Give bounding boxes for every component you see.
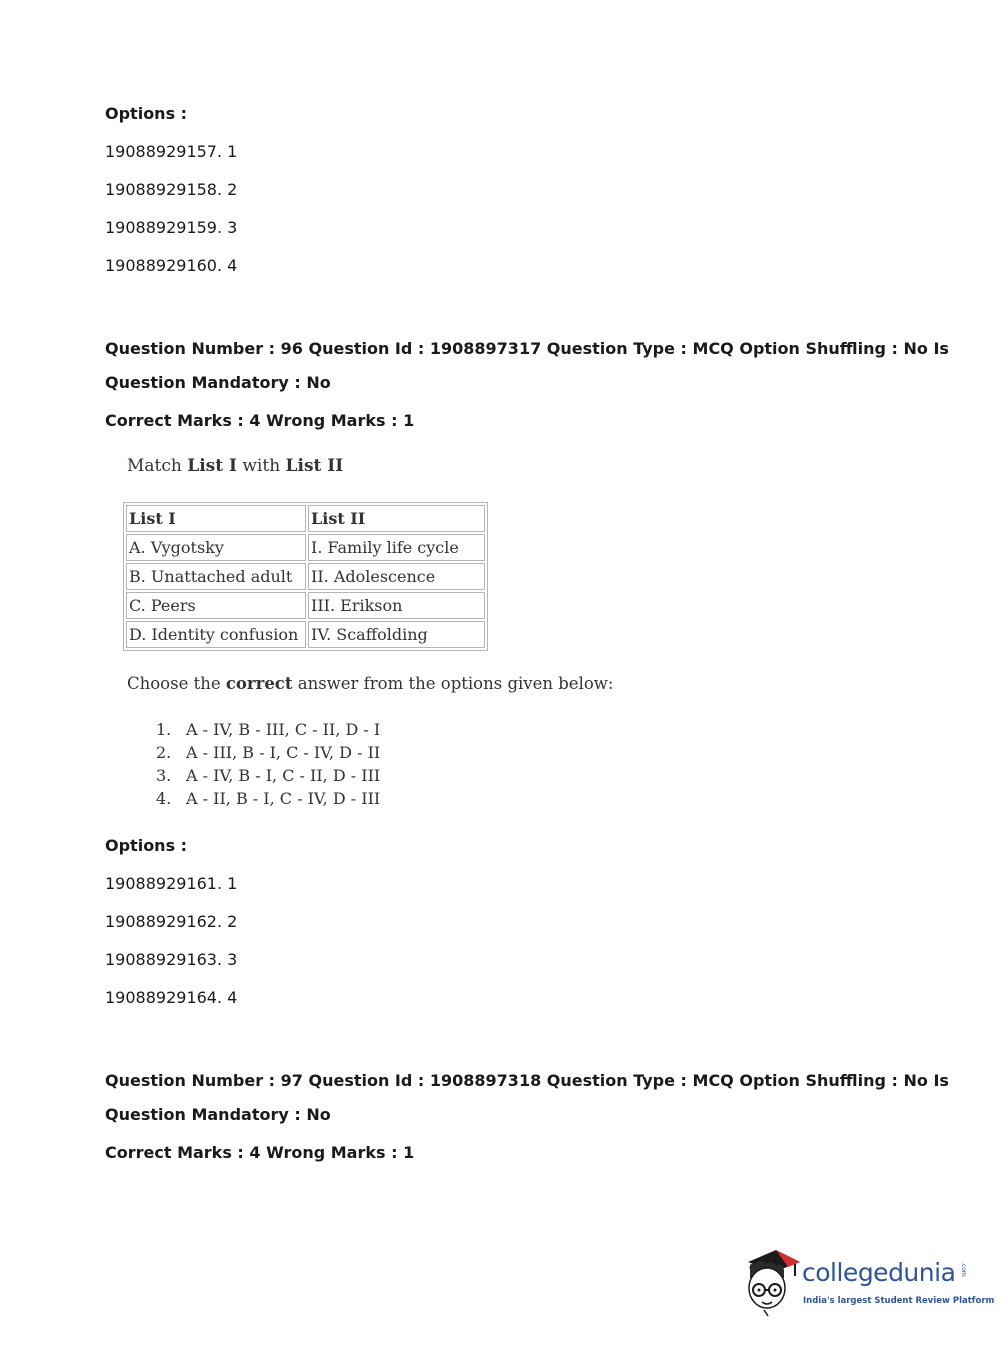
question-mandatory: Question Mandatory : No [105,1105,331,1124]
prompt-text: with [236,456,286,476]
prompt-list1: List I [187,456,237,476]
match-table [123,502,488,651]
question-marks: Correct Marks : 4 Wrong Marks : 1 [105,1143,415,1162]
prompt-text: Match [127,456,188,476]
table-row [126,534,485,561]
instruction-text: answer from the options given below: [292,674,614,693]
table-header [126,505,306,532]
option-item: 19088929164. 4 [105,988,238,1007]
option-item: 19088929159. 3 [105,218,238,237]
collegedunia-logo[interactable] [742,1248,995,1318]
question-prompt [127,456,343,476]
options-label: Options : [105,836,188,855]
table-cell: C. Peers [126,592,306,619]
prompt-list2: List II [285,456,344,476]
table-header-text: List I [129,509,176,528]
answer-text: A - IV, B - III, C - II, D - I [186,720,381,739]
table-row [126,592,485,619]
table-cell: D. Identity confusion [126,621,306,648]
question-mandatory: Question Mandatory : No [105,373,331,392]
answer-num: 1. [156,720,172,739]
table-cell: I. Family life cycle [308,534,485,561]
question-header: Question Number : 96 Question Id : 1908897317 Question Type : MCQ Option Shuffling : No Is [105,339,949,358]
table-header-row [126,505,485,532]
answer-num: 2. [156,743,172,762]
question-header: Question Number : 97 Question Id : 1908897318 Question Type : MCQ Option Shuffling : No Is [105,1071,949,1090]
table-cell: IV. Scaffolding [308,621,485,648]
logo-tagline: India's largest Student Review Platform [803,1296,995,1306]
answer-text: A - IV, B - I, C - II, D - III [186,766,381,785]
choose-instruction [127,674,613,693]
table-row [126,621,485,648]
answer-num: 3. [156,766,172,785]
option-item: 19088929163. 3 [105,950,238,969]
option-item: 19088929162. 2 [105,912,238,931]
option-item: 19088929161. 1 [105,874,238,893]
option-item: 19088929160. 4 [105,256,238,275]
option-item: 19088929158. 2 [105,180,238,199]
answer-text: A - II, B - I, C - IV, D - III [186,789,381,808]
answer-choice [156,720,380,739]
instruction-bold: correct [225,674,293,693]
answer-choice [156,766,380,785]
logo-com: .com [960,1262,967,1277]
instruction-text: Choose the [127,674,226,693]
answer-choice [156,743,380,762]
mascot-icon [742,1248,804,1318]
table-header [308,505,485,532]
option-item: 19088929157. 1 [105,142,238,161]
options-label: Options : [105,104,188,123]
table-row [126,563,485,590]
answer-num: 4. [156,789,172,808]
table-cell: A. Vygotsky [126,534,306,561]
table-header-text: List II [311,509,366,528]
answer-choice [156,789,380,808]
question-marks: Correct Marks : 4 Wrong Marks : 1 [105,411,415,430]
logo-name: collegedunia [802,1258,956,1287]
table-cell: III. Erikson [308,592,485,619]
table-cell: II. Adolescence [308,563,485,590]
table-cell: B. Unattached adult [126,563,306,590]
answer-text: A - III, B - I, C - IV, D - II [186,743,381,762]
